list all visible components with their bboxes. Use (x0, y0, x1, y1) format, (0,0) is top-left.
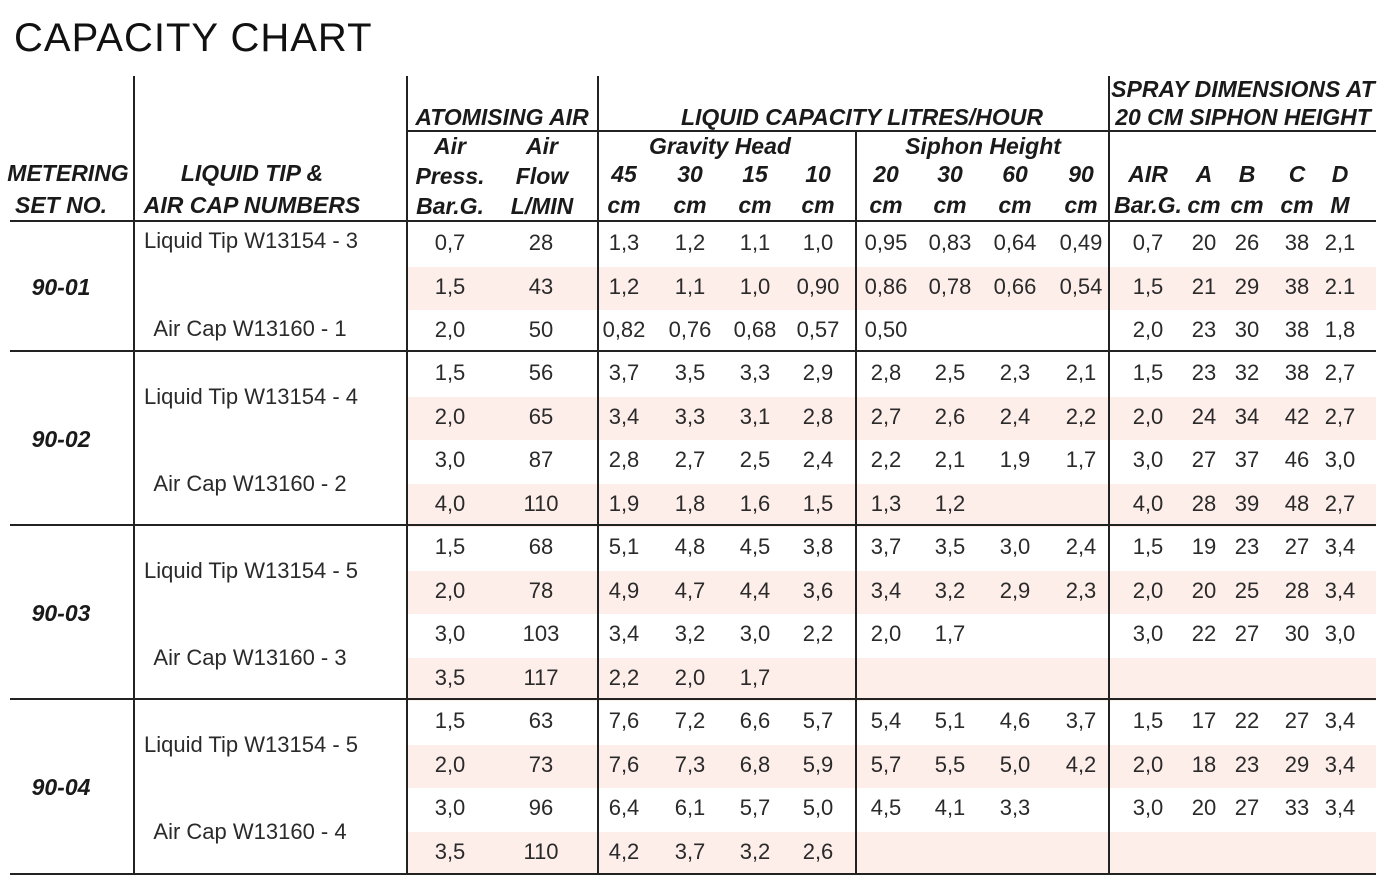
table-cell: 3,7 (608, 360, 640, 385)
table-cell: 0,86 (864, 273, 908, 299)
table-cell: 4,0 (434, 490, 466, 516)
table-cell: 4,2 (608, 838, 640, 864)
table-cell: 21 (1191, 273, 1217, 299)
table-cell: 103 (522, 621, 560, 646)
table-cell: 7,6 (608, 708, 640, 733)
table-cell: 37 (1234, 447, 1260, 472)
header-metering: SET NO. (14, 192, 108, 218)
table-cell: 5,7 (739, 795, 771, 820)
table-cell: 22 (1191, 621, 1217, 646)
table-cell: 0,66 (993, 273, 1037, 299)
header-siphon-col-unit: cm (998, 192, 1032, 218)
header-siphon-col: 20 (873, 161, 899, 187)
header-gravity-col: 30 (677, 161, 703, 187)
table-cell: 63 (528, 708, 554, 733)
header-spray-col-unit: cm (1230, 192, 1264, 218)
header-siphon-col: 90 (1068, 161, 1094, 187)
table-cell: 38 (1284, 273, 1310, 299)
table-cell: 2,4 (802, 447, 834, 472)
table-cell: 2.1 (1324, 273, 1356, 299)
table-cell: 3,4 (1324, 751, 1356, 777)
table-cell: 6,8 (739, 751, 771, 777)
column-divider (597, 76, 599, 874)
table-cell: 0,54 (1059, 273, 1103, 299)
header-spray-col-unit: Bar.G. (1114, 192, 1182, 218)
header-gravity-head: Gravity Head (649, 133, 791, 159)
table-cell: 2,2 (802, 621, 834, 646)
table-cell: 4,2 (1065, 751, 1097, 777)
table-cell: 33 (1284, 795, 1310, 820)
table-cell: 2,6 (934, 403, 966, 429)
table-cell: 2,7 (1324, 360, 1356, 385)
table-cell: 3,0 (1132, 621, 1164, 646)
table-cell: 68 (528, 534, 554, 559)
header-atomising-air: ATOMISING AIR (415, 104, 589, 130)
table-cell: 2,0 (434, 751, 466, 777)
table-cell: 27 (1284, 534, 1310, 559)
table-cell: 3,3 (674, 403, 706, 429)
table-cell: 5,4 (870, 708, 902, 733)
table-cell: 5,5 (934, 751, 966, 777)
table-cell: 1,0 (802, 230, 834, 255)
table-cell: 4,5 (870, 795, 902, 820)
table-cell: 4,7 (674, 577, 706, 603)
table-cell: 1,5 (434, 534, 466, 559)
table-cell: 2,0 (434, 317, 466, 342)
table-cell: 3,2 (674, 621, 706, 646)
table-cell: 1,7 (934, 621, 966, 646)
table-cell: 87 (528, 447, 554, 472)
table-cell: 0,50 (864, 317, 908, 342)
table-cell: 5,0 (802, 795, 834, 820)
table-cell: 30 (1234, 317, 1260, 342)
table-cell: 34 (1234, 403, 1260, 429)
header-gravity-col: 15 (742, 161, 768, 187)
table-cell: 5,0 (999, 751, 1031, 777)
table-cell: 28 (528, 230, 554, 255)
table-cell: 0,64 (993, 230, 1037, 255)
table-cell: 1,2 (674, 230, 706, 255)
table-cell: 3,0 (1132, 447, 1164, 472)
table-cell: 27 (1284, 708, 1310, 733)
table-cell: 1,5 (1132, 708, 1164, 733)
table-cell: 73 (528, 751, 554, 777)
table-cell: 46 (1284, 447, 1310, 472)
table-cell: 56 (528, 360, 554, 385)
table-cell: 1,1 (739, 230, 771, 255)
metering-set-no: 90-01 (31, 274, 91, 301)
table-cell: 38 (1284, 360, 1310, 385)
table-cell: 2,4 (1065, 534, 1097, 559)
table-cell: 3,5 (434, 838, 466, 864)
table-cell: 18 (1191, 751, 1217, 777)
table-cell: 48 (1284, 490, 1310, 516)
table-cell: 0,7 (1132, 230, 1164, 255)
table-cell: 1,5 (434, 273, 466, 299)
table-cell: 1,3 (608, 230, 640, 255)
header-metering: METERING (7, 160, 129, 186)
table-cell: 3,2 (934, 577, 966, 603)
table-cell: 50 (528, 317, 554, 342)
table-cell: 28 (1284, 577, 1310, 603)
table-cell: 2,0 (870, 621, 902, 646)
table-cell: 3,3 (999, 795, 1031, 820)
table-cell: 3,0 (739, 621, 771, 646)
table-cell: 0,7 (434, 230, 466, 255)
header-spray-col-unit: cm (1280, 192, 1314, 218)
table-cell: 0,76 (668, 317, 712, 342)
table-cell: 2,7 (1324, 490, 1356, 516)
table-cell: 78 (528, 577, 554, 603)
table-cell: 0,78 (928, 273, 972, 299)
table-cell: 1,6 (739, 490, 771, 516)
table-cell: 2,8 (870, 360, 902, 385)
column-divider (133, 76, 135, 874)
table-cell: 23 (1191, 317, 1217, 342)
table-cell: 23 (1234, 751, 1260, 777)
table-cell: 2,1 (1324, 230, 1356, 255)
table-cell: 3,0 (999, 534, 1031, 559)
table-rule (10, 873, 1376, 875)
table-cell: 2,3 (1065, 577, 1097, 603)
table-cell: 4,4 (739, 577, 771, 603)
column-divider (406, 76, 408, 874)
header-liquid-tip: AIR CAP NUMBERS (143, 192, 361, 218)
table-cell: 43 (528, 273, 554, 299)
table-rule (10, 698, 1376, 700)
table-rule (10, 524, 1376, 526)
table-cell: 1,7 (1065, 447, 1097, 472)
header-spray-dimensions: 20 CM SIPHON HEIGHT (1115, 104, 1371, 130)
table-cell: 2,3 (999, 360, 1031, 385)
header-spray-col: A (1195, 161, 1213, 187)
table-cell: 1,9 (608, 490, 640, 516)
header-siphon-col: 60 (1002, 161, 1028, 187)
header-spray-col: AIR (1128, 161, 1168, 187)
header-siphon-height: Siphon Height (905, 133, 1061, 159)
header-siphon-col: 30 (937, 161, 963, 187)
table-cell: 3,7 (1065, 708, 1097, 733)
table-cell: 1,5 (802, 490, 834, 516)
table-cell: 1,5 (434, 708, 466, 733)
header-spray-col: C (1288, 161, 1306, 187)
table-cell: 2,2 (608, 664, 640, 690)
header-gravity-col-unit: cm (673, 192, 707, 218)
table-cell: 28 (1191, 490, 1217, 516)
table-cell: 25 (1234, 577, 1260, 603)
table-cell: 4,8 (674, 534, 706, 559)
table-cell: 24 (1191, 403, 1217, 429)
table-cell: 4,0 (1132, 490, 1164, 516)
table-cell: 3,0 (1324, 621, 1356, 646)
table-cell: 20 (1191, 577, 1217, 603)
table-cell: 19 (1191, 534, 1217, 559)
table-cell: 1,1 (674, 273, 706, 299)
table-cell: 2,1 (1065, 360, 1097, 385)
table-cell: 2,2 (1065, 403, 1097, 429)
liquid-tip-label: Liquid Tip W13154 - 3 (143, 228, 359, 253)
table-cell: 4,9 (608, 577, 640, 603)
table-cell: 2,5 (934, 360, 966, 385)
table-cell: 3,4 (1324, 534, 1356, 559)
table-cell: 0,83 (928, 230, 972, 255)
table-cell: 3,4 (1324, 795, 1356, 820)
header-siphon-col-unit: cm (869, 192, 903, 218)
table-cell: 2,0 (674, 664, 706, 690)
table-cell: 117 (523, 664, 559, 690)
table-cell: 27 (1191, 447, 1217, 472)
header-rule (407, 130, 1376, 132)
table-rule (10, 350, 1376, 352)
table-cell: 26 (1234, 230, 1260, 255)
header-spray-col: D (1331, 161, 1349, 187)
header-spray-dimensions: SPRAY DIMENSIONS AT (1111, 76, 1375, 102)
table-cell: 23 (1191, 360, 1217, 385)
table-cell: 3,4 (608, 403, 640, 429)
table-cell: 1,8 (1324, 317, 1356, 342)
table-cell: 1,5 (1132, 360, 1164, 385)
metering-set-no: 90-02 (31, 426, 91, 452)
table-cell: 0,90 (796, 273, 840, 299)
table-cell: 20 (1191, 230, 1217, 255)
table-cell: 7,2 (674, 708, 706, 733)
table-cell: 3,0 (434, 621, 466, 646)
table-cell: 2,0 (1132, 403, 1164, 429)
table-cell: 2,0 (434, 403, 466, 429)
table-cell: 6,4 (608, 795, 640, 820)
header-siphon-col-unit: cm (933, 192, 967, 218)
table-cell: 1,8 (674, 490, 706, 516)
table-cell: 3,0 (1132, 795, 1164, 820)
table-cell: 2,0 (434, 577, 466, 603)
table-cell: 4,6 (999, 708, 1031, 733)
header-liquid-tip: LIQUID TIP & (180, 160, 324, 186)
table-cell: 3,0 (1324, 447, 1356, 472)
table-cell: 1,5 (434, 360, 466, 385)
table-cell: 65 (528, 403, 554, 429)
header-liquid-capacity: LIQUID CAPACITY LITRES/HOUR (680, 104, 1044, 130)
table-cell: 1,5 (1132, 273, 1164, 299)
table-cell: 23 (1234, 534, 1260, 559)
table-cell: 2,7 (1324, 403, 1356, 429)
table-cell: 6,1 (674, 795, 706, 820)
table-cell: 22 (1234, 708, 1260, 733)
table-cell: 2,9 (802, 360, 834, 385)
table-cell: 5,1 (608, 534, 640, 559)
header-siphon-col-unit: cm (1064, 192, 1098, 218)
header-gravity-col-unit: cm (738, 192, 772, 218)
table-cell: 1,9 (999, 447, 1031, 472)
header-gravity-col-unit: cm (801, 192, 835, 218)
table-cell: 3,4 (870, 577, 902, 603)
table-cell: 4,5 (739, 534, 771, 559)
table-cell: 1,3 (870, 490, 902, 516)
column-divider (855, 132, 857, 874)
header-gravity-col-unit: cm (607, 192, 641, 218)
table-cell: 0,95 (864, 230, 908, 255)
table-cell: 17 (1191, 708, 1217, 733)
table-cell: 3,8 (802, 534, 834, 559)
table-cell: 5,7 (802, 708, 834, 733)
table-cell: 110 (523, 490, 559, 516)
table-cell: 5,7 (870, 751, 902, 777)
liquid-tip-label: Liquid Tip W13154 - 4 (143, 384, 359, 409)
header-spray-col-unit: cm (1187, 192, 1221, 218)
table-cell: 2,4 (999, 403, 1031, 429)
table-cell: 2,0 (1132, 577, 1164, 603)
table-cell: 2,0 (1132, 751, 1164, 777)
table-cell: 1,2 (934, 490, 966, 516)
table-cell: 0,49 (1059, 230, 1103, 255)
table-cell: 29 (1234, 273, 1260, 299)
header-spray-col-unit: M (1330, 192, 1350, 218)
table-cell: 2,7 (870, 403, 902, 429)
header-gravity-col: 10 (805, 161, 831, 187)
table-cell: 38 (1284, 230, 1310, 255)
table-cell: 1,5 (1132, 534, 1164, 559)
table-cell: 3,0 (434, 795, 466, 820)
table-cell: 96 (528, 795, 554, 820)
table-cell: 29 (1284, 751, 1310, 777)
header-air-flow: Air (526, 133, 558, 159)
page-title: CAPACITY CHART (14, 16, 373, 60)
table-cell: 0,57 (796, 317, 840, 342)
air-cap-label: Air Cap W13160 - 3 (153, 645, 347, 670)
table-cell: 3,2 (739, 838, 771, 864)
table-cell: 2,8 (802, 403, 834, 429)
table-cell: 3,7 (674, 838, 706, 864)
table-cell: 3,4 (1324, 708, 1356, 733)
table-cell: 2,8 (608, 447, 640, 472)
header-spray-col: B (1238, 161, 1256, 187)
table-cell: 7,3 (674, 751, 706, 777)
table-cell: 2,6 (802, 838, 834, 864)
table-cell: 3,4 (608, 621, 640, 646)
table-cell: 2,0 (1132, 317, 1164, 342)
table-cell: 3,3 (739, 360, 771, 385)
table-cell: 110 (523, 838, 559, 864)
table-cell: 1,2 (608, 273, 640, 299)
table-cell: 0,82 (602, 317, 646, 342)
table-cell: 42 (1284, 403, 1310, 429)
table-cell: 3,1 (739, 403, 771, 429)
table-cell: 20 (1191, 795, 1217, 820)
table-cell: 27 (1234, 621, 1260, 646)
table-cell: 5,1 (934, 708, 966, 733)
table-cell: 3,5 (674, 360, 706, 385)
liquid-tip-label: Liquid Tip W13154 - 5 (143, 558, 359, 583)
table-cell: 4,1 (934, 795, 966, 820)
header-air-press: Air (434, 133, 466, 159)
header-air-press: Press. (415, 163, 485, 189)
metering-set-no: 90-03 (31, 600, 91, 626)
header-air-press: Bar.G. (416, 193, 484, 219)
table-cell: 38 (1284, 317, 1310, 342)
table-cell: 3,7 (870, 534, 902, 559)
header-air-flow: Flow (515, 163, 569, 189)
column-divider (1108, 76, 1110, 874)
table-cell: 5,9 (802, 751, 834, 777)
table-cell: 3,6 (802, 577, 834, 603)
table-cell: 7,6 (608, 751, 640, 777)
table-cell: 6,6 (739, 708, 771, 733)
air-cap-label: Air Cap W13160 - 2 (153, 471, 347, 496)
table-cell: 2,5 (739, 447, 771, 472)
table-cell: 27 (1234, 795, 1260, 820)
table-cell: 3,5 (934, 534, 966, 559)
table-cell: 3,5 (434, 664, 466, 690)
table-cell: 3,0 (434, 447, 466, 472)
header-gravity-col: 45 (611, 161, 637, 187)
table-cell: 39 (1234, 490, 1260, 516)
air-cap-label: Air Cap W13160 - 4 (153, 819, 347, 844)
metering-set-no: 90-04 (31, 774, 91, 800)
table-cell: 2,1 (934, 447, 966, 472)
table-cell: 2,2 (870, 447, 902, 472)
table-cell: 2,7 (674, 447, 706, 472)
air-cap-label: Air Cap W13160 - 1 (153, 316, 347, 341)
table-cell: 0,68 (733, 317, 777, 342)
table-cell: 2,9 (999, 577, 1031, 603)
table-cell: 3,4 (1324, 577, 1356, 603)
table-cell: 1,7 (739, 664, 771, 690)
liquid-tip-label: Liquid Tip W13154 - 5 (143, 732, 359, 757)
table-cell: 32 (1234, 360, 1260, 385)
table-cell: 30 (1284, 621, 1310, 646)
table-rule (10, 220, 1376, 222)
table-cell: 1,0 (739, 273, 771, 299)
header-air-flow: L/MIN (510, 193, 574, 219)
